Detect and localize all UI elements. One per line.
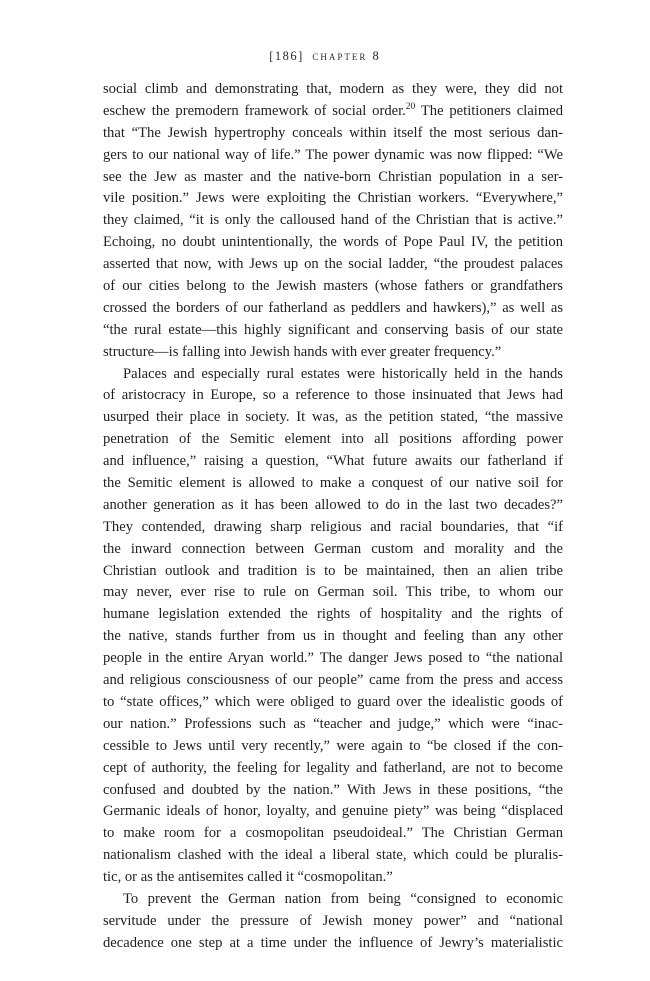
text-line xyxy=(103,933,563,955)
text-line xyxy=(103,320,563,342)
chapter-label: chapter 8 xyxy=(312,49,381,63)
line-text: tic, or as the antisemites called it “cosmopolitan.” xyxy=(103,869,393,886)
line-text: Palaces and especially rural estates were historically held in the hands xyxy=(123,365,563,382)
line-text: to “state offices,” which were obliged to guard over the idealistic goods of xyxy=(103,693,563,710)
line-text: the Semitic element is allowed to make a conquest of our native soil for xyxy=(103,475,563,492)
text-line xyxy=(103,298,563,320)
text-line xyxy=(103,276,563,298)
text-line xyxy=(103,473,563,495)
text-line xyxy=(103,889,563,911)
text-line xyxy=(103,626,563,648)
text-line xyxy=(103,604,563,626)
line-text: penetration of the Semitic element into all positions affording power xyxy=(103,431,563,448)
line-text: another generation as it has been allowed to do in the last two decades?” xyxy=(103,496,563,513)
line-text: may never, ever rise to rule on German soil. This tribe, to whom our xyxy=(103,584,563,601)
line-text: our nation.” Professions such as “teacher and judge,” which were “inac- xyxy=(103,715,563,732)
line-text: eschew the premodern framework of social order. xyxy=(103,102,406,119)
text-line xyxy=(103,145,563,167)
body-text xyxy=(103,79,563,955)
line-text: of our cities belong to the Jewish masters (whose fathers or grandfathers xyxy=(103,278,563,295)
line-text: nationalism clashed with the ideal a liberal state, which could be pluralis- xyxy=(103,847,563,864)
text-line xyxy=(103,451,563,473)
text-line xyxy=(103,232,563,254)
line-text: people in the entire Aryan world.” The danger Jews posed to “the national xyxy=(103,650,563,667)
text-line xyxy=(103,582,563,604)
text-line xyxy=(103,385,563,407)
text-line xyxy=(103,867,563,889)
text-line xyxy=(103,210,563,232)
line-text: crossed the borders of our fatherland as peddlers and hawkers),” as well as xyxy=(103,299,563,316)
text-line xyxy=(103,188,563,210)
page-number: [186] xyxy=(269,49,304,63)
line-text: Christian outlook and tradition is to be maintained, then an alien tribe xyxy=(103,562,563,579)
line-text: They contended, drawing sharp religious and racial boundaries, that “if xyxy=(103,518,563,535)
line-text: “the rural estate—this highly significant and conserving basis of our state xyxy=(103,321,563,338)
line-text: Germanic ideals of honor, loyalty, and genuine piety” was being “displaced xyxy=(103,803,563,820)
text-line xyxy=(103,101,563,123)
line-text: and religious consciousness of our people” came from the press and access xyxy=(103,672,563,689)
running-head xyxy=(0,48,650,64)
text-line xyxy=(103,254,563,276)
text-line xyxy=(103,167,563,189)
line-text: To prevent the German nation from being “consigned to economic xyxy=(123,890,563,907)
line-text: the native, stands further from us in thought and feeling than any other xyxy=(103,628,563,645)
text-line xyxy=(103,539,563,561)
line-text-continued: The petitioners claimed xyxy=(415,102,563,119)
text-line xyxy=(103,823,563,845)
text-line xyxy=(103,123,563,145)
line-text: that “The Jewish hypertrophy conceals within itself the most serious dan- xyxy=(103,124,563,141)
text-line xyxy=(103,561,563,583)
text-line xyxy=(103,517,563,539)
footnote-marker: 20 xyxy=(405,102,416,113)
line-text: vile position.” Jews were exploiting the Christian workers. “Everywhere,” xyxy=(103,190,563,207)
text-line xyxy=(103,801,563,823)
line-text: cept of authority, the feeling for legality and fatherland, are not to become xyxy=(103,759,563,776)
line-text: usurped their place in society. It was, as the petition stated, “the massive xyxy=(103,409,563,426)
line-text: cessible to Jews until very recently,” were again to “be closed if the con- xyxy=(103,737,563,754)
line-text: humane legislation extended the rights of hospitality and the rights of xyxy=(103,606,563,623)
text-line xyxy=(103,758,563,780)
text-line xyxy=(103,364,563,386)
text-line xyxy=(103,670,563,692)
line-text: Echoing, no doubt unintentionally, the words of Pope Paul IV, the petition xyxy=(103,234,563,251)
line-text: asserted that now, with Jews up on the social ladder, “the proudest palaces xyxy=(103,256,563,273)
line-text: they claimed, “it is only the calloused hand of the Christian that is active.” xyxy=(103,212,563,229)
text-line xyxy=(103,714,563,736)
line-text: servitude under the pressure of Jewish money power” and “national xyxy=(103,912,563,929)
text-line xyxy=(103,692,563,714)
line-text: decadence one step at a time under the influence of Jewry’s materialistic xyxy=(103,934,563,951)
text-line xyxy=(103,407,563,429)
text-line xyxy=(103,736,563,758)
line-text: confused and doubted by the nation.” With Jews in these positions, “the xyxy=(103,781,563,798)
line-text: the inward connection between German custom and morality and the xyxy=(103,540,563,557)
text-line xyxy=(103,79,563,101)
line-text: gers to our national way of life.” The power dynamic was now flipped: “We xyxy=(103,146,563,163)
line-text: social climb and demonstrating that, modern as they were, they did not xyxy=(103,81,563,97)
line-text: of aristocracy in Europe, so a reference to those insinuated that Jews had xyxy=(103,387,563,404)
text-line xyxy=(103,911,563,933)
line-text: to make room for a cosmopolitan pseudoideal.” The Christian German xyxy=(103,825,563,842)
line-text: see the Jew as master and the native-born Christian population in a ser- xyxy=(103,168,563,185)
text-line xyxy=(103,780,563,802)
text-line xyxy=(103,495,563,517)
text-line xyxy=(103,342,563,364)
text-line xyxy=(103,429,563,451)
text-line xyxy=(103,648,563,670)
text-line xyxy=(103,845,563,867)
line-text: and influence,” raising a question, “What future awaits our fatherland if xyxy=(103,453,563,470)
line-text: structure—is falling into Jewish hands with ever greater frequency.” xyxy=(103,343,502,360)
